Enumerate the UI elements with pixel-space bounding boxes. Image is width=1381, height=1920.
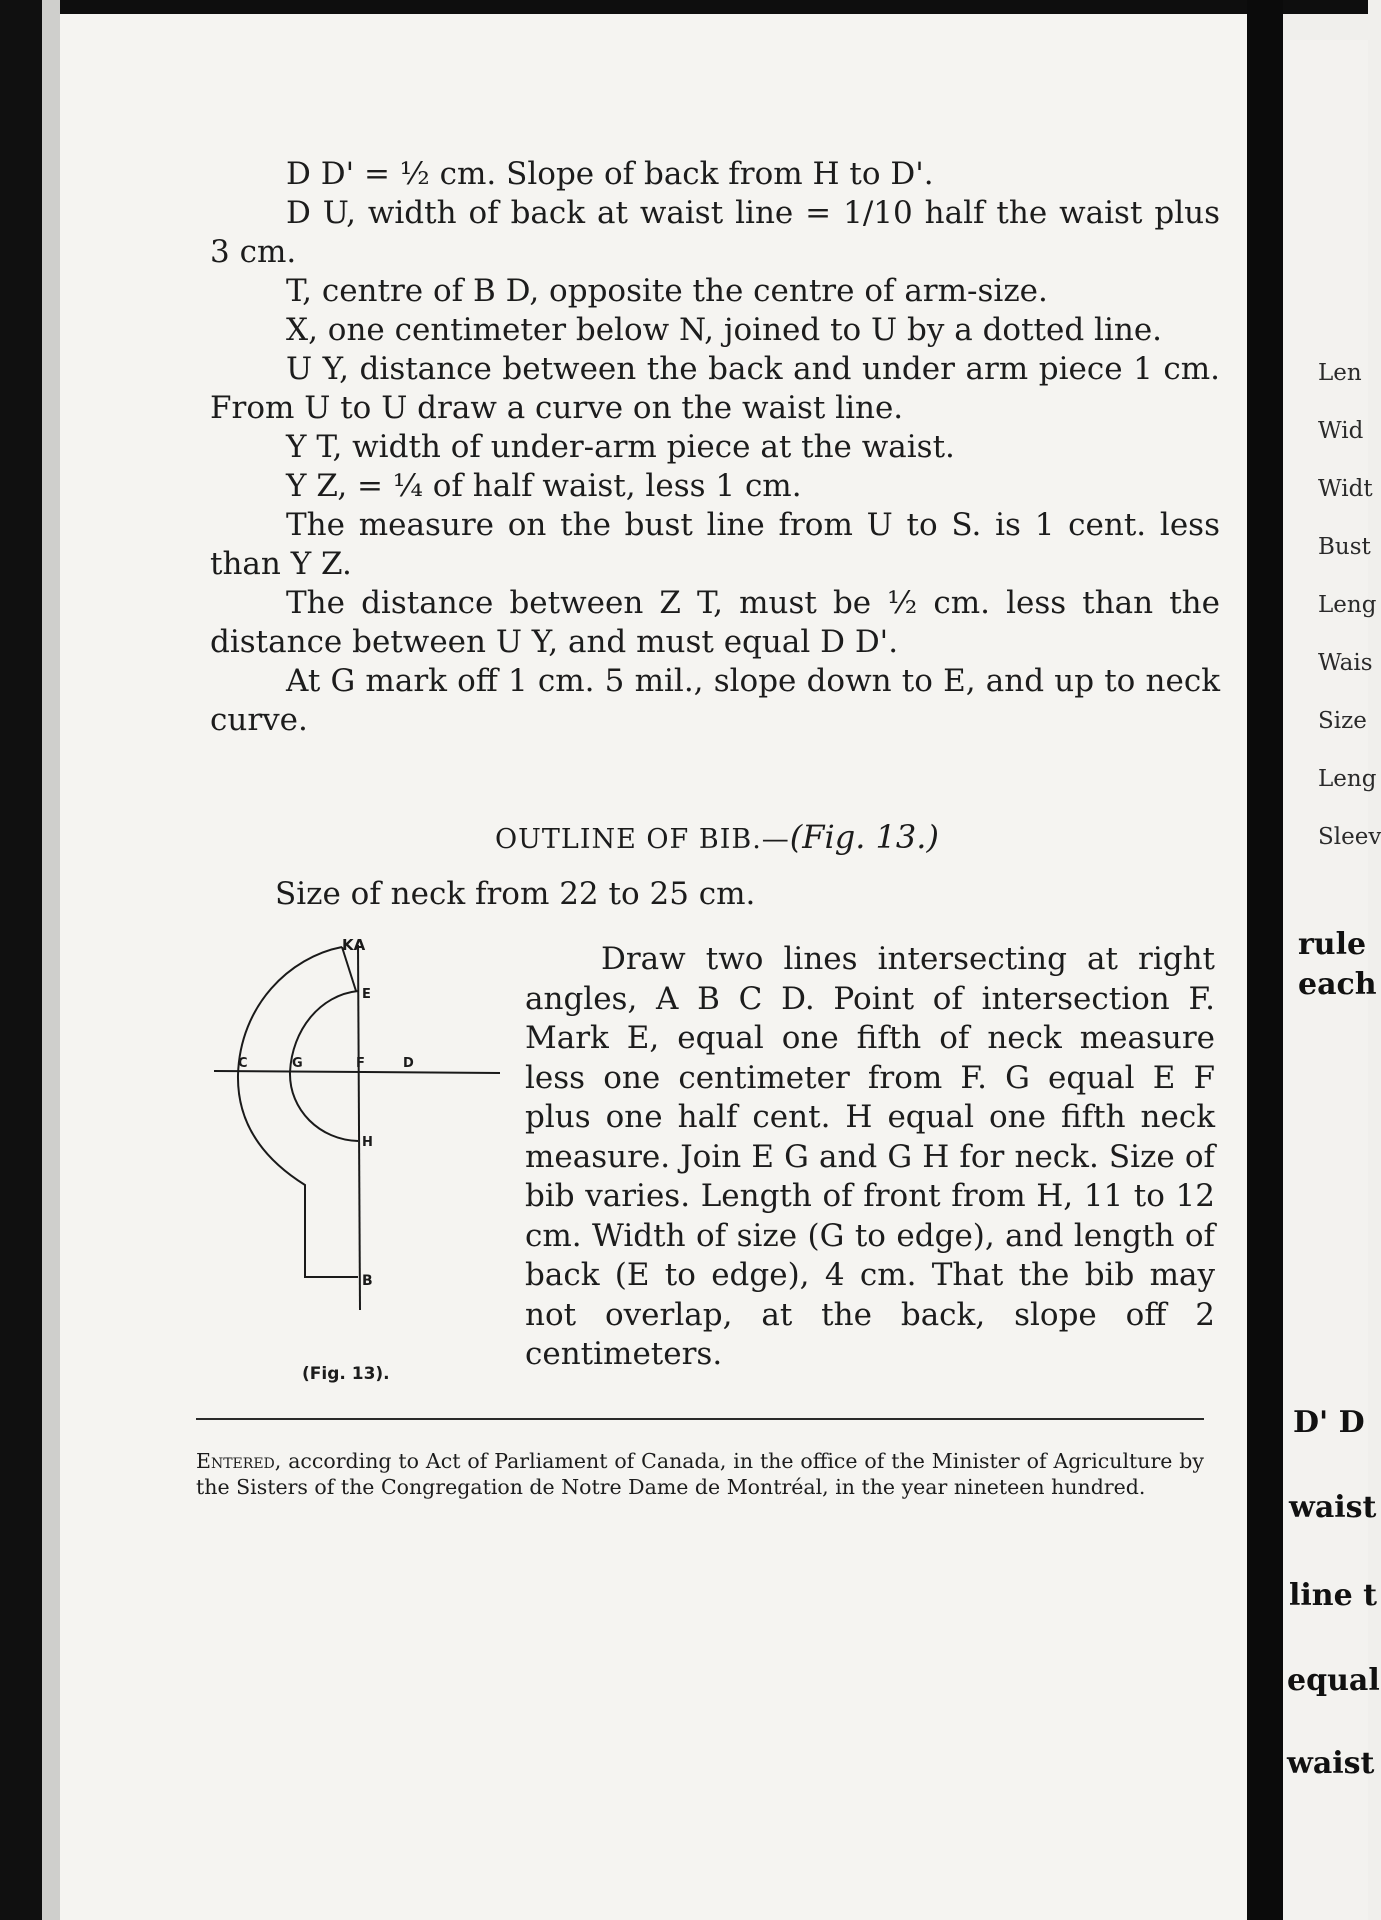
label-b: B bbox=[362, 1273, 373, 1289]
footnote-divider bbox=[196, 1418, 1204, 1420]
instructions-text bbox=[210, 155, 1220, 740]
bib-diagram bbox=[210, 935, 510, 1335]
horizontal-axis bbox=[214, 1071, 500, 1073]
section-fig-ref: (Fig. 13.) bbox=[789, 818, 939, 856]
paragraph: The measure on the bust line from U to S. is 1 cent. less than Y Z. bbox=[210, 507, 1220, 582]
paragraph: At G mark off 1 cm. 5 mil., slope down to E, and up to neck curve. bbox=[210, 663, 1220, 738]
footnote-lead: Entered, bbox=[196, 1449, 282, 1473]
table-label: Leng bbox=[1318, 766, 1377, 792]
table-label: Len bbox=[1318, 360, 1362, 386]
scan-border-left bbox=[0, 0, 42, 1920]
paragraph: Y T, width of under-arm piece at the waist. bbox=[286, 429, 955, 465]
paragraph: The distance between Z T, must be ½ cm. less than the distance between U Y, and must equal D D'. bbox=[210, 585, 1220, 660]
book-gutter bbox=[1247, 0, 1283, 1920]
label-f: F bbox=[356, 1056, 365, 1071]
text-fragment: line t bbox=[1289, 1578, 1377, 1613]
vertical-axis bbox=[358, 945, 360, 1310]
text-fragment: waist bbox=[1287, 1746, 1375, 1781]
text-fragment: D' D bbox=[1293, 1405, 1365, 1440]
paragraph: U Y, distance between the back and under arm piece 1 cm. From U to U draw a curve on the waist line. bbox=[210, 351, 1220, 426]
copyright-footnote bbox=[196, 1448, 1204, 1500]
label-e: E bbox=[362, 987, 371, 1002]
table-label: Size bbox=[1318, 708, 1367, 734]
bib-instructions bbox=[525, 940, 1215, 1375]
footnote-text: according to Act of Parliament of Canada, in the office of the Minister of Agriculture by the Sisters of the Congregation de Notre Dame de Montréal, in the year nineteen hundred. bbox=[196, 1449, 1204, 1499]
text-fragment: waist bbox=[1289, 1490, 1377, 1525]
paragraph: D U, width of back at waist line = 1/10 half the waist plus 3 cm. bbox=[210, 195, 1220, 270]
right-page-edge bbox=[1283, 40, 1381, 1920]
outer-bib-curve bbox=[238, 947, 358, 1277]
section-title-text: OUTLINE OF BIB.— bbox=[495, 824, 790, 855]
table-label: Wid bbox=[1318, 418, 1364, 444]
label-g: G bbox=[292, 1056, 303, 1071]
text-fragment: rule bbox=[1298, 927, 1367, 962]
label-h: H bbox=[362, 1135, 373, 1150]
label-d: D bbox=[403, 1056, 414, 1071]
paragraph: T, centre of B D, opposite the centre of arm-size. bbox=[286, 273, 1048, 309]
paragraph: X, one centimeter below N, joined to U by a dotted line. bbox=[286, 312, 1163, 348]
table-label: Bust bbox=[1318, 534, 1371, 560]
label-k-a: KA bbox=[342, 936, 366, 954]
scan-border-top bbox=[0, 0, 1368, 14]
page-edge-left bbox=[42, 0, 60, 1920]
text-fragment: equal bbox=[1287, 1663, 1380, 1698]
table-label: Sleev bbox=[1318, 824, 1381, 850]
label-c: C bbox=[238, 1056, 248, 1071]
section-title bbox=[495, 818, 939, 856]
bib-paragraph: Draw two lines intersecting at right angles, A B C D. Point of intersection F. Mark E, equal one fifth of neck measure less one centimeter from F. G equal E F plus one half cent. H equal one fifth neck measure. Join E G and G H for neck. Size of bib varies. Length of front from H, 11 to 12 cm. Width of size (G to edge), and length of back (E to edge), 4 cm. That the bib may not overlap, at the back, slope off 2 centimeters. bbox=[525, 941, 1215, 1372]
table-label: Widt bbox=[1318, 476, 1373, 502]
paragraph: Y Z, = ¼ of half waist, less 1 cm. bbox=[286, 468, 802, 504]
table-label: Wais bbox=[1318, 650, 1373, 676]
paragraph: D D' = ½ cm. Slope of back from H to D'. bbox=[286, 156, 934, 192]
text-fragment: each bbox=[1298, 967, 1377, 1002]
table-label: Leng bbox=[1318, 592, 1377, 618]
figure-caption: (Fig. 13). bbox=[302, 1364, 390, 1384]
neck-size-line: Size of neck from 22 to 25 cm. bbox=[275, 876, 756, 912]
